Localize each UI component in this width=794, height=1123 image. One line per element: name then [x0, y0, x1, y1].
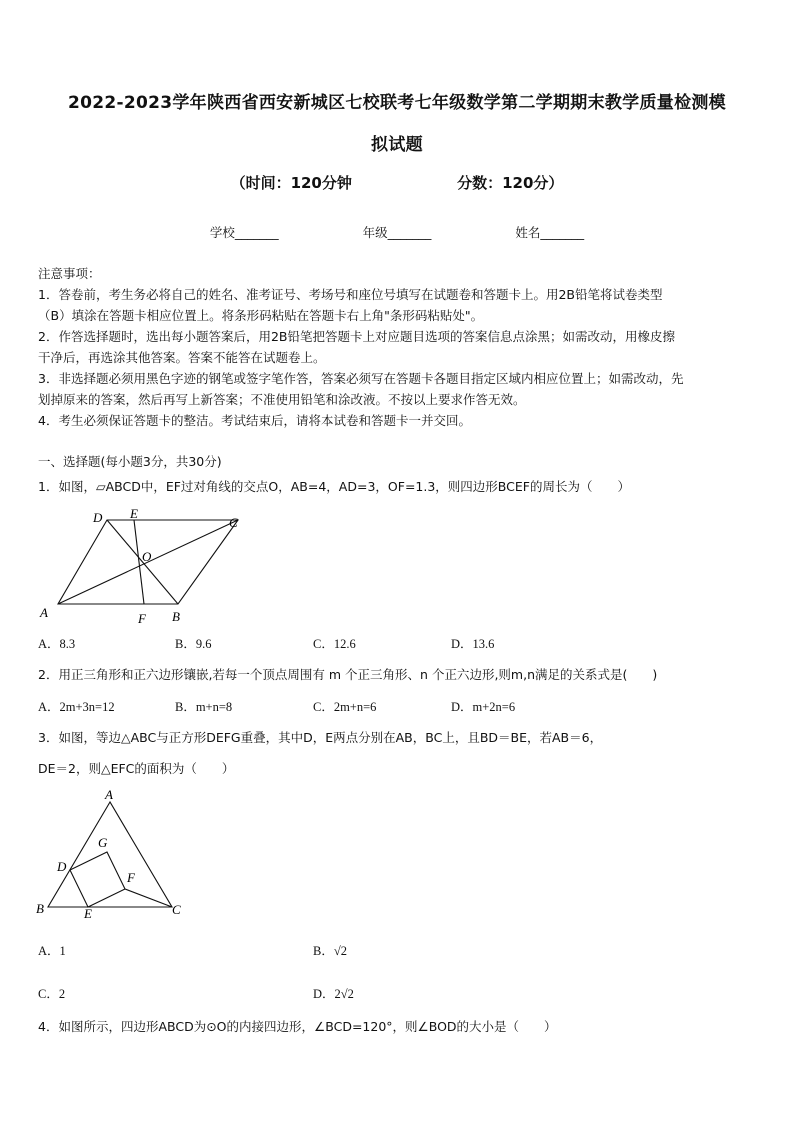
grade-field: 年级_______: [362, 225, 432, 240]
q3-option-b: B．√2: [313, 944, 347, 958]
notes-item: 3．非选择题必须用黑色字迹的钢笔或签字笔作答，答案必须写在答题卡各题目指定区域内相应位置上；如需改动，先: [38, 371, 684, 386]
q2-option-c: C．2m+n=6: [313, 700, 377, 714]
name-field: 姓名_______: [515, 225, 585, 240]
notes-item: （B）填涂在答题卡相应位置上。将条形码粘贴在答题卡右上角"条形码粘贴处"。: [38, 308, 484, 323]
label-c: C: [172, 902, 181, 917]
exam-score: 分数：120分）: [457, 174, 564, 192]
question-1-text: 1．如图，▱ABCD中，EF过对角线的交点O，AB=4，AD=3，OF=1.3，则四边形BCEF的周长为（ ）: [38, 479, 630, 494]
exam-time: （时间：120分钟: [230, 174, 352, 192]
student-info: [0, 223, 794, 241]
notes-block: [38, 263, 768, 431]
notes-item: 划掉原来的答案，然后再写上新答案；不准使用铅笔和涂改液。不按以上要求作答无效。: [38, 392, 526, 407]
label-c: C: [229, 515, 238, 530]
q2-option-b: B．m+n=8: [175, 700, 233, 714]
notes-heading: 注意事项：: [38, 266, 101, 281]
section-heading: 一、选择题(每小题3分，共30分): [38, 454, 222, 469]
notes-item: 2．作答选择题时，选出每小题答案后，用2B铅笔把答题卡上对应题目选项的答案信息点涂黑；如需改动，用橡皮擦: [38, 329, 675, 344]
question-3-figure: [30, 785, 200, 925]
q3-option-a: A．1: [38, 944, 66, 958]
exam-time-score: [0, 172, 794, 193]
label-d: D: [57, 859, 67, 874]
label-b: B: [172, 609, 180, 624]
notes-item: 1．答卷前，考生务必将自己的姓名、准考证号、考场号和座位号填写在试题卷和答题卡上。用2B铅笔将试卷类型: [38, 287, 663, 302]
label-f: F: [138, 611, 146, 626]
q1-option-b: B．9.6: [175, 637, 212, 651]
q3-option-d: D．2√2: [313, 987, 354, 1001]
question-3-text-line1: 3．如图，等边△ABC与正方形DEFG重叠，其中D，E两点分别在AB，BC上，且BD＝BE，若AB＝6，: [38, 730, 603, 745]
exam-title-line1: 2022-2023学年陕西省西安新城区七校联考七年级数学第二学期期末教学质量检测模: [68, 93, 726, 113]
triangle-abc: [48, 802, 172, 907]
school-field: 学校_______: [209, 225, 279, 240]
segment-fc: [125, 889, 172, 907]
label-o: O: [142, 549, 152, 564]
q3-option-c: C．2: [38, 987, 66, 1001]
label-g: G: [98, 835, 108, 850]
label-e: E: [130, 506, 138, 521]
q1-option-d: D．13.6: [451, 637, 495, 651]
q2-option-d: D．m+2n=6: [451, 700, 516, 714]
label-d: D: [93, 510, 103, 525]
label-a: A: [40, 605, 48, 620]
question-3-text-line2: DE＝2，则△EFC的面积为（ ）: [38, 761, 235, 776]
q1-option-c: C．12.6: [313, 637, 356, 651]
label-f: F: [127, 870, 135, 885]
notes-item: 干净后，再选涂其他答案。答案不能答在试题卷上。: [38, 350, 326, 365]
label-a: A: [105, 787, 113, 802]
notes-item: 4．考生必须保证答题卡的整洁。考试结束后，请将本试卷和答题卡一并交回。: [38, 413, 471, 428]
exam-title-line2: 拟试题: [371, 135, 423, 155]
label-b: B: [36, 901, 44, 916]
square-defg: [70, 852, 125, 907]
q1-option-a: A．8.3: [38, 637, 76, 651]
q2-option-a: A．2m+3n=12: [38, 700, 115, 714]
question-2-text: 2．用正三角形和正六边形镶嵌,若每一个顶点周围有 m 个正三角形、n 个正六边形,则m,n满足的关系式是( ): [38, 667, 658, 682]
question-1-figure: [30, 505, 260, 630]
question-4-text: 4．如图所示，四边形ABCD为⊙O的内接四边形，∠BCD=120°，则∠BOD的大小是（ ）: [38, 1019, 557, 1034]
label-e: E: [84, 906, 92, 921]
